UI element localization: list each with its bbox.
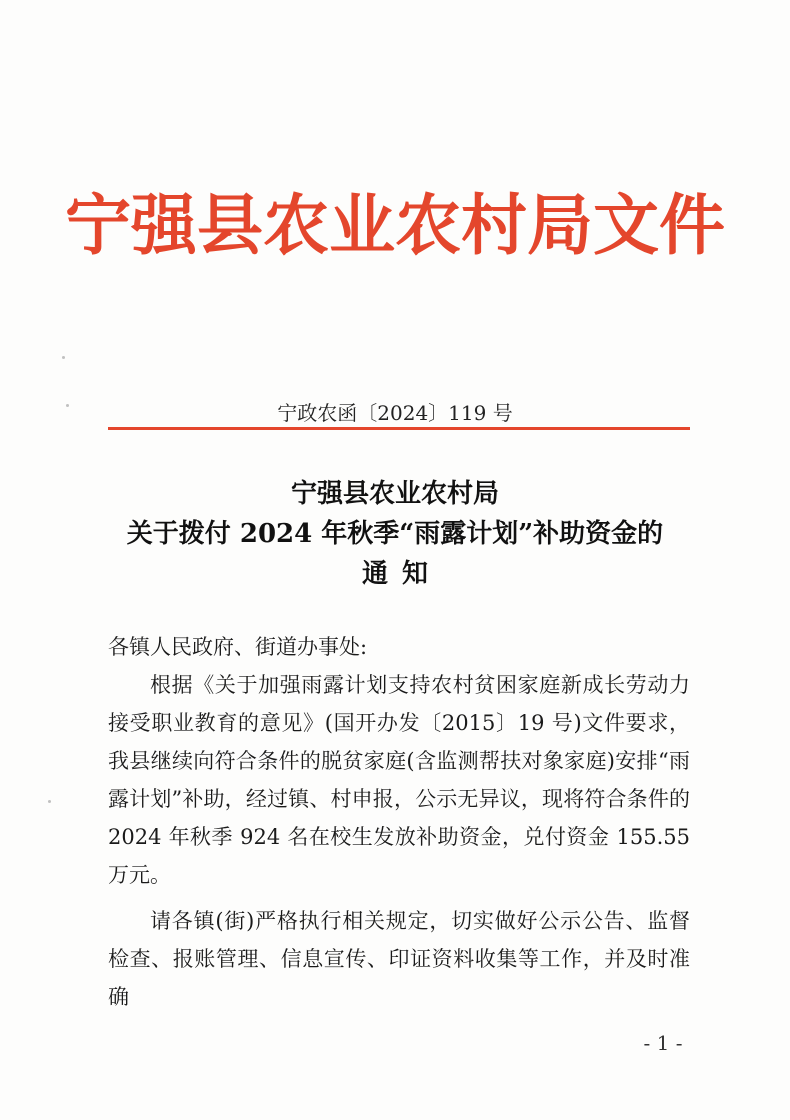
page-number: - 1 - — [643, 1031, 683, 1055]
body-paragraph-1: 根据《关于加强雨露计划支持农村贫困家庭新成长劳动力接受职业教育的意见》(国开办发〔2015〕19 号)文件要求，我县继续向符合条件的脱贫家庭(含监测帮扶对象家庭)安排“雨露计划”补助，经过镇、村申报，公示无异议，现将符合条件的 2024 年秋季 924 名在校生发放补助资金，兑付资金 155.55 万元。 — [108, 673, 690, 887]
scan-speck — [66, 404, 69, 407]
notice-body — [108, 628, 690, 1016]
scan-speck — [62, 356, 65, 359]
title-line-1: 宁强县农业农村局 — [290, 479, 499, 509]
notice-title — [0, 474, 790, 594]
scan-speck — [48, 800, 51, 803]
body-paragraph-2: 请各镇(街)严格执行相关规定，切实做好公示公告、监督检查、报账管理、信息宣传、印证资料收集等工作，并及时准确 — [108, 909, 690, 1009]
agency-header-title: 宁强县农业农村局文件 — [65, 186, 725, 264]
addressee: 各镇人民政府、街道办事处: — [108, 635, 368, 659]
title-line-2: 关于拨付 2024 年秋季“雨露计划”补助资金的 — [126, 519, 664, 549]
red-separator-line — [108, 427, 690, 430]
title-line-3: 通知 — [361, 559, 442, 589]
document-number: 宁政农函〔2024〕119 号 — [277, 401, 513, 425]
